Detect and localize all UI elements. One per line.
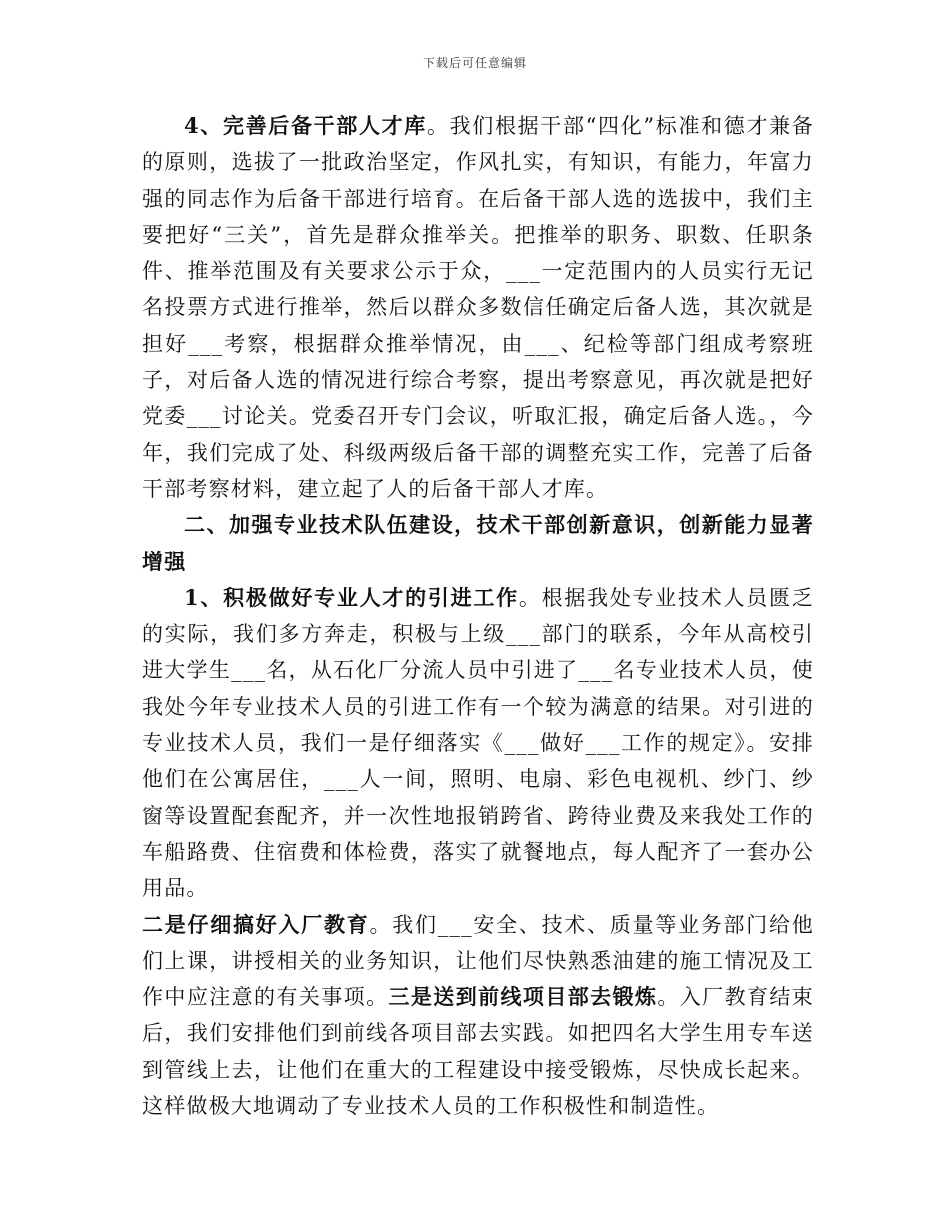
paragraph-lead-secondary: 三是送到前线项目部去锻炼 (388, 984, 658, 1010)
header-note: 下载后可任意编辑 (422, 56, 527, 70)
paragraph-training (142, 907, 814, 1125)
paragraph-text: 。我们根据干部“四化”标准和德才兼备的原则，选拔了一批政治坚定，作风扎实，有知识，有能力，年富力强的同志作为后备干部进行培育。在后备干部人选的选拔中，我们主要把好“三关”，首先是群众推举关。把推举的职务、职数、任职条件、推举范围及有关要求公示于众，___一定范围内的人员实行无记名投票方式进行推举，然后以群众多数信任确定后备人选，其次就是担好___考察，根据群众推举情况，由___、纪检等部门组成考察班子，对后备人选的情况进行综合考察，提出考察意见，再次就是把好党委___讨论关。党委召开专门会议，听取汇报，确定后备人选。，今年，我们完成了处、科级两级后备干部的调整充实工作，完善了后备干部考察材料，建立起了人的后备干部人才库。 (142, 114, 814, 501)
paragraph-text: 。根据我处专业技术人员匮乏的实际，我们多方奔走，积极与上级___部门的联系，今年从高校引进大学生___名，从石化厂分流人员中引进了___名专业技术人员，使我处今年专业技术人员的引进工作有一个较为满意的结果。对引进的专业技术人员，我们一是仔细落实《___做好___工作的规定》。安排他们在公寓居住，___人一间，照明、电扇、彩色电视机、纱门、纱窗等设置配套配齐，并一次性地报销跨省、跨待业费及来我处工作的车船路费、住宿费和体检费，落实了就餐地点，每人配齐了一套办公用品。 (142, 585, 814, 901)
paragraph-text: 。我们___安全、技术、质量等业务部门给他们上课，讲授相关的业务知识，让他们尽快熟悉油建的施工情况及工作中应注意的有关事项。 (142, 912, 815, 1010)
paragraph-reserve-cadre (142, 108, 814, 507)
document-body (142, 108, 814, 1124)
paragraph-lead: 1、积极做好专业人才的引进工作 (184, 584, 519, 610)
paragraph-talent-introduction (142, 580, 814, 907)
section-heading: 二、加强专业技术队伍建设，技术干部创新意识，创新能力显著增强 (142, 512, 814, 574)
paragraph-lead: 二是仔细搞好入厂教育 (142, 911, 370, 937)
paragraph-lead: 4、完善后备干部人才库 (184, 113, 427, 138)
paragraph-text-secondary: 。入厂教育结束后，我们安排他们到前线各项目部去实践。如把四名大学生用专车送到管线上去，让他们在重大的工程建设中接受锻炼，尽快成长起来。这样做极大地调动了专业技术人员的工作积极性和制造性。 (142, 985, 814, 1119)
